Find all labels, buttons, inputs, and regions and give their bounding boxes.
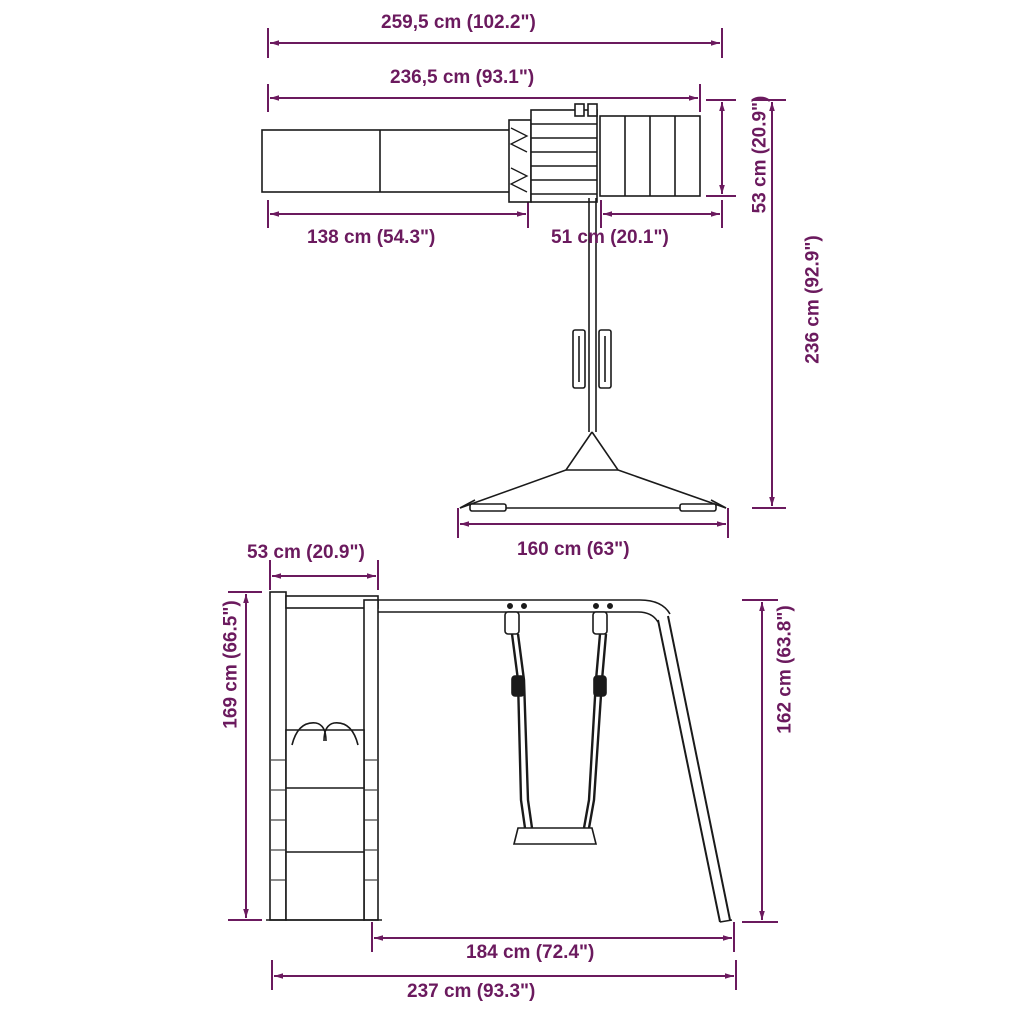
dim-front-swing-base: 184 cm (72.4"): [466, 942, 595, 963]
dim-top-right-depth: 53 cm (20.9"): [749, 95, 771, 214]
dim-top-inner-width: 236,5 cm (93.1"): [390, 67, 535, 88]
dim-top-gap: 51 cm (20.1"): [551, 227, 669, 248]
dim-top-slide-length: 138 cm (54.3"): [307, 227, 436, 248]
dim-top-overall-height: 236 cm (92.9"): [802, 235, 824, 364]
front-view-geometry: [266, 592, 732, 922]
top-view-geometry: [262, 104, 726, 511]
dimension-lines-top: [268, 28, 786, 538]
dim-front-slide-width: 53 cm (20.9"): [247, 542, 365, 563]
dim-top-overall-width: 259,5 cm (102.2"): [381, 12, 536, 33]
dim-top-swing-span: 160 cm (63"): [517, 539, 630, 560]
dim-front-overall-width: 237 cm (93.3"): [407, 981, 536, 1002]
dim-front-swing-height: 162 cm (63.8"): [774, 605, 796, 734]
dim-front-tower-height: 169 cm (66.5"): [220, 600, 242, 729]
